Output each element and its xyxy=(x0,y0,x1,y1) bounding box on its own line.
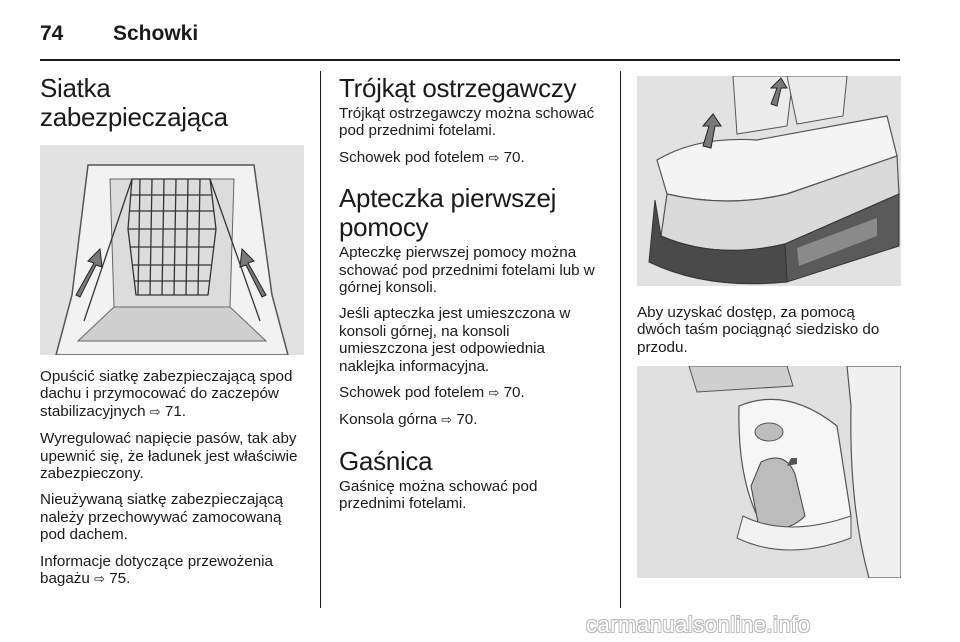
paragraph-triangle-ref: Schowek pod fotelem ⇨ 70. xyxy=(339,148,525,166)
paragraph-first-aid-storage: Apteczkę pierwszej pomocy można schować pod przednimi fotelami lub w górnej konsoli. xyxy=(339,244,595,297)
watermark: carmanualsonline.info xyxy=(586,612,811,637)
security-net-illustration xyxy=(40,145,304,355)
paragraph-adjust-straps: Wyregulować napięcie pasów, tak aby upewnić się, że ładunek jest właściwie zabezpieczony. xyxy=(40,430,298,483)
page-ref: 71. xyxy=(164,402,187,420)
seat-compartment-drawing xyxy=(637,76,901,286)
column-safety-items xyxy=(339,74,601,522)
paragraph-luggage-info: Informacje dotyczące przewożenia bagażu ⇨ 75. xyxy=(40,552,273,588)
page-ref: 75. xyxy=(109,570,131,588)
paragraph-first-aid-label: Jeśli apteczka jest umieszczona w konsoli górnej, na konsoli umieszczona jest odpowiednia naklejka informacyjna. xyxy=(339,305,571,375)
page-ref: 70. xyxy=(456,411,478,429)
page-ref-arrow-icon: ⇨ xyxy=(488,150,500,166)
page-ref-arrow-icon: ⇨ xyxy=(488,386,500,402)
paragraph-first-aid-ref-2: Konsola górna ⇨ 70. xyxy=(339,411,478,429)
paragraph-lower-net: Opuścić siatkę zabezpieczającą spod dachu i przymocować do zaczepów stabilizacyjnych ⇨ 71. xyxy=(40,368,293,420)
column-divider-1 xyxy=(320,71,321,608)
heading-security-net: Siatka zabezpieczająca xyxy=(40,73,228,132)
paragraph-access-instructions: Aby uzyskać dostęp, za pomocą dwóch taśm pociągnąć siedzisko do przodu. xyxy=(637,304,880,356)
heading-warning-triangle: Trójkąt ostrzegawczy xyxy=(339,73,577,103)
extinguisher-drawing xyxy=(637,366,901,578)
page-number: 74 xyxy=(40,22,64,45)
page-header xyxy=(40,22,900,44)
heading-first-aid: Apteczka pierwszej pomocy xyxy=(339,183,557,243)
van-cargo-net-drawing xyxy=(40,145,304,355)
chapter-title: Schowki xyxy=(113,22,199,45)
paragraph-extinguisher-storage: Gaśnicę można schować pod przednimi fotelami. xyxy=(339,477,538,513)
paragraph-first-aid-ref-1: Schowek pod fotelem ⇨ 70. xyxy=(339,384,525,402)
extinguisher-illustration xyxy=(637,366,901,578)
column-divider-2 xyxy=(620,71,621,608)
paragraph-triangle-storage: Trójkąt ostrzegawczy można schować pod przednimi fotelami. xyxy=(339,105,595,140)
seat-storage-illustration xyxy=(637,76,901,286)
header-rule xyxy=(40,59,900,61)
column-security-net xyxy=(40,74,304,597)
page-ref: 70. xyxy=(503,148,525,166)
paragraph-store-net: Nieużywaną siatkę zabezpieczającą należy przechowywać zamocowaną pod dachem. xyxy=(40,491,284,544)
heading-extinguisher: Gaśnica xyxy=(339,445,433,476)
page-ref: 70. xyxy=(503,384,525,402)
page-ref-arrow-icon: ⇨ xyxy=(149,404,161,420)
page-ref-arrow-icon: ⇨ xyxy=(94,572,105,588)
column-seat-storage xyxy=(637,74,901,578)
page-ref-arrow-icon: ⇨ xyxy=(441,413,453,429)
